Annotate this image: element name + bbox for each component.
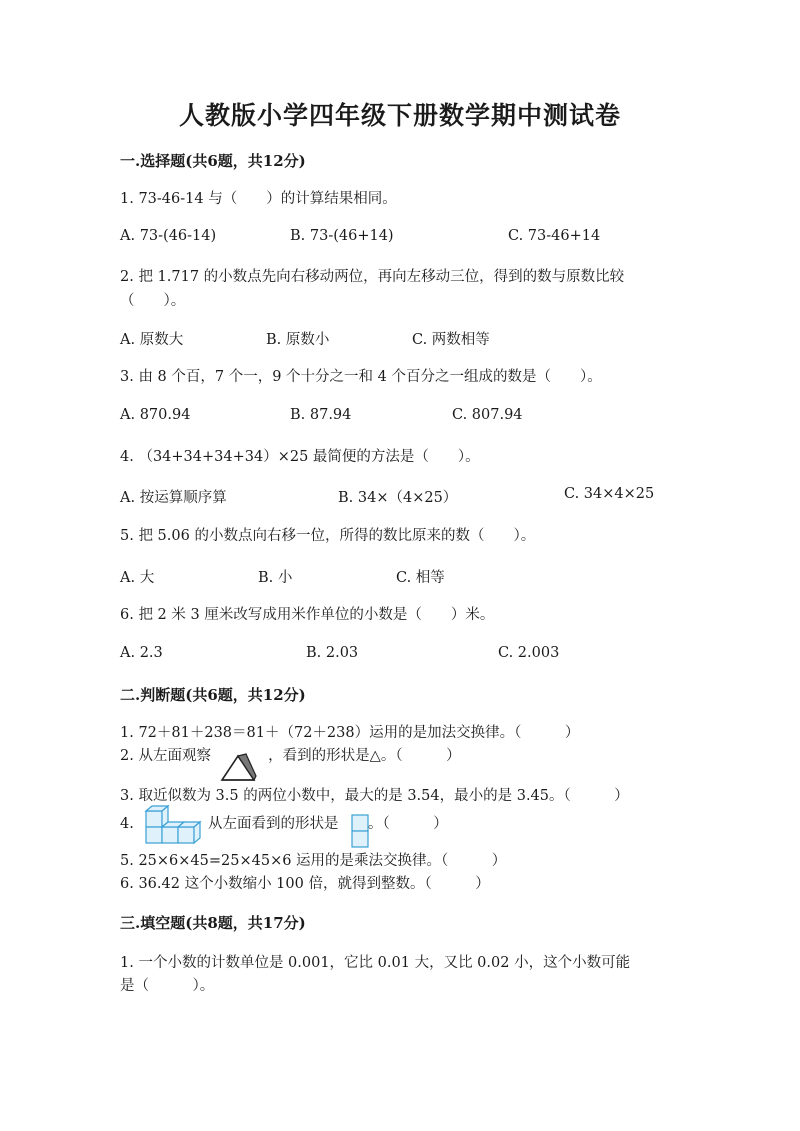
question-judge-3: 3. 取近似数为 3.5 的两位小数中，最大的是 3.54，最小的是 3.45。（ ） — [120, 788, 629, 804]
option-b: B. 小 — [258, 570, 293, 586]
option-a: A. 大 — [120, 570, 155, 586]
option-b: B. 87.94 — [290, 407, 352, 423]
option-a: A. 870.94 — [120, 407, 191, 423]
page-title: 人教版小学四年级下册数学期中测试卷 — [178, 101, 621, 130]
question-judge-1: 1. 72＋81＋238＝81＋（72＋238）运用的是加法交换律。（ ） — [120, 725, 580, 741]
option-c: C. 相等 — [396, 570, 445, 586]
option-b: B. 原数小 — [266, 332, 330, 348]
question-judge-4-middle: 从左面看到的形状是 — [208, 816, 339, 832]
option-c: C. 73-46+14 — [508, 228, 601, 244]
option-c: C. 2.003 — [498, 645, 560, 661]
option-a: A. 2.3 — [120, 645, 163, 661]
option-b: B. 34×（4×25） — [338, 490, 458, 506]
section-heading-judge: 二.判断题(共6题，共12分) — [120, 686, 306, 704]
question-judge-4-prefix: 4. — [120, 816, 134, 832]
question-choice-1: 1. 73-46-14 与（ ）的计算结果相同。 — [120, 191, 397, 207]
option-a: A. 按运算顺序算 — [120, 490, 227, 506]
question-choice-3: 3. 由 8 个百，7 个一，9 个十分之一和 4 个百分之一组成的数是（ ）。 — [120, 369, 602, 385]
side-view-figure-icon — [350, 813, 370, 851]
option-a: A. 73-(46-14) — [120, 228, 217, 244]
question-judge-2 — [120, 745, 461, 767]
question-judge-4 — [120, 813, 134, 835]
option-b: B. 73-(46+14) — [290, 228, 394, 244]
question-judge-5: 5. 25×6×45=25×45×6 运用的是乘法交换律。（ ） — [120, 853, 507, 869]
option-c: C. 两数相等 — [412, 332, 490, 348]
question-choice-2-line1: 2. 把 1.717 的小数点先向右移动两位，再向左移动三位，得到的数与原数比较 — [120, 269, 625, 285]
option-c: C. 807.94 — [452, 407, 523, 423]
cube-stack-figure-icon — [142, 805, 202, 849]
section-heading-choice: 一.选择题(共6题，共12分) — [120, 152, 306, 170]
question-choice-6: 6. 把 2 米 3 厘米改写成用米作单位的小数是（ ）米。 — [120, 607, 495, 623]
question-judge-6: 6. 36.42 这个小数缩小 100 倍，就得到整数。（ ） — [120, 876, 490, 892]
option-c: C. 34×4×25 — [564, 486, 655, 502]
question-fill-1-line2: 是（ ）。 — [120, 978, 215, 994]
question-choice-2-line2: （ ）。 — [120, 293, 186, 309]
question-fill-1-line1: 1. 一个小数的计数单位是 0.001，它比 0.01 大，又比 0.02 小，这个小数可能 — [120, 955, 631, 971]
question-choice-5: 5. 把 5.06 的小数点向右移一位，所得的数比原来的数（ ）。 — [120, 528, 536, 544]
question-judge-2-prefix: 2. 从左面观察 — [120, 748, 211, 764]
section-heading-fill: 三.填空题(共8题，共17分) — [120, 914, 306, 932]
prism-figure-icon — [218, 750, 258, 784]
question-choice-4: 4. （34+34+34+34）×25 最简便的方法是（ ）。 — [120, 449, 480, 465]
option-a: A. 原数大 — [120, 332, 184, 348]
question-judge-4-suffix: 。（ ） — [368, 816, 448, 832]
question-judge-2-suffix: ，看到的形状是△。（ ） — [268, 748, 461, 764]
option-b: B. 2.03 — [306, 645, 359, 661]
